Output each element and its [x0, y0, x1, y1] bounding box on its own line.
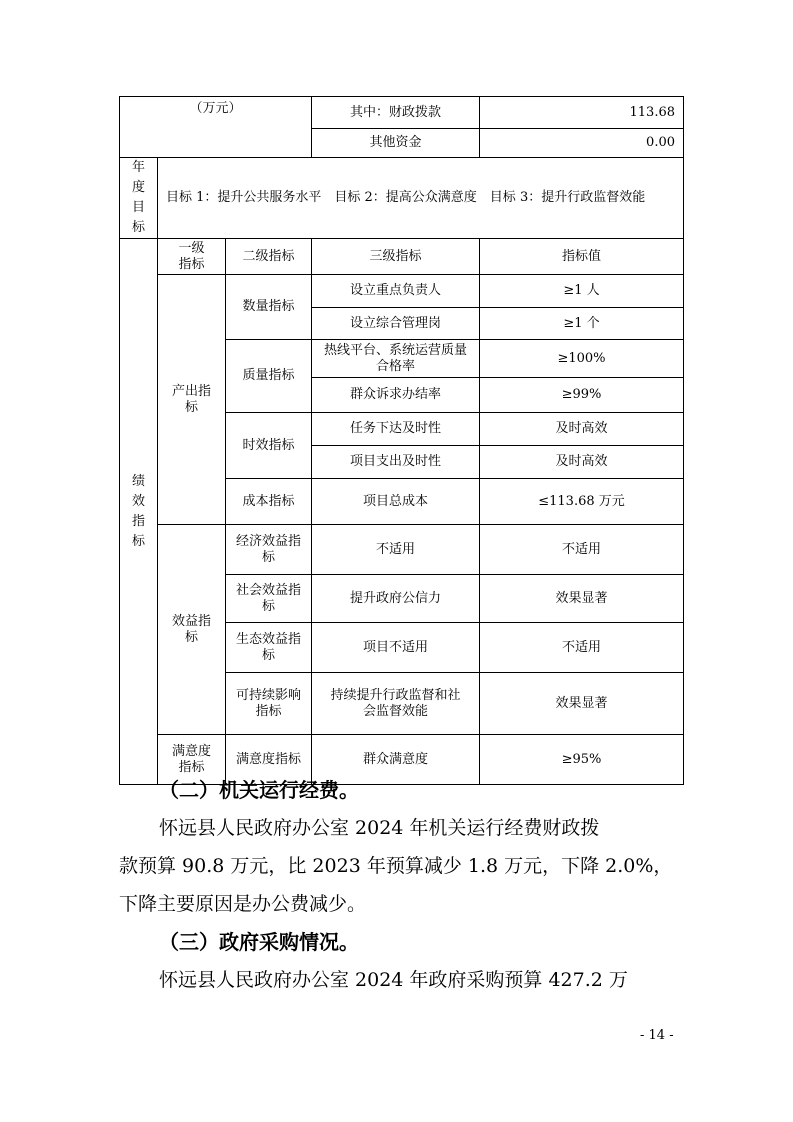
table-cell: 热线平台、系统运营质量 合格率: [312, 340, 480, 378]
budget-unit-label: （万元）: [120, 97, 312, 158]
table-cell: 满意度指标: [226, 735, 312, 785]
table-cell: 项目不适用: [312, 623, 480, 673]
paragraph-line: 怀远县人民政府办公室 2024 年政府采购预算 427.2 万: [159, 969, 628, 991]
paragraph-line: 款预算 90.8 万元，比 2023 年预算减少 1.8 万元，下降 2.0%，: [119, 855, 673, 877]
table-cell: ≥1 个: [480, 308, 684, 340]
quantity-indicator-label: 数量指标: [226, 275, 312, 340]
cost-indicator-label: 成本指标: [226, 479, 312, 525]
performance-indicator-label: 绩 效 指 标: [120, 239, 158, 785]
table-cell: 及时高效: [480, 413, 684, 446]
header-level2: 二级指标: [226, 239, 312, 275]
table-cell: 生态效益指 标: [226, 623, 312, 673]
table-cell: 效果显著: [480, 673, 684, 735]
paragraph-line: 下降主要原因是办公费减少。: [119, 893, 367, 915]
table-cell: ≥99%: [480, 378, 684, 413]
section-heading: （二）机关运行经费。: [159, 778, 359, 802]
table-cell: ≤113.68 万元: [480, 479, 684, 525]
fiscal-funding-value: 113.68: [480, 97, 684, 129]
table-cell: 持续提升行政监督和社 会监督效能: [312, 673, 480, 735]
table-cell: 不适用: [480, 525, 684, 575]
table-cell: 可持续影响 指标: [226, 673, 312, 735]
table-cell: 经济效益指 标: [226, 525, 312, 575]
header-level3: 三级指标: [312, 239, 480, 275]
performance-table: [119, 96, 684, 785]
annual-goal-text: 目标 1：提升公共服务水平 目标 2：提高公众满意度 目标 3：提升行政监督效能: [158, 158, 684, 239]
timeliness-indicator-label: 时效指标: [226, 413, 312, 479]
table-cell: 及时高效: [480, 446, 684, 479]
quality-indicator-label: 质量指标: [226, 340, 312, 413]
other-funds-label: 其他资金: [312, 129, 480, 158]
satisfaction-indicator-label: 满意度 指标: [158, 735, 226, 785]
table-cell: 项目总成本: [312, 479, 480, 525]
output-indicator-label: 产出指 标: [158, 275, 226, 525]
table-cell: 效果显著: [480, 575, 684, 623]
table-cell: 社会效益指 标: [226, 575, 312, 623]
table-cell: ≥95%: [480, 735, 684, 785]
table-cell: 设立综合管理岗: [312, 308, 480, 340]
section-heading: （三）政府采购情况。: [159, 930, 359, 954]
fiscal-funding-label: 其中：财政拨款: [312, 97, 480, 129]
other-funds-value: 0.00: [480, 129, 684, 158]
paragraph-line: 怀远县人民政府办公室 2024 年机关运行经费财政拨: [159, 817, 600, 839]
table-cell: 提升政府公信力: [312, 575, 480, 623]
table-cell: ≥1 人: [480, 275, 684, 308]
table-cell: 不适用: [312, 525, 480, 575]
table-cell: 任务下达及时性: [312, 413, 480, 446]
annual-goal-label: 年 度 目 标: [120, 158, 158, 239]
benefit-indicator-label: 效益指 标: [158, 525, 226, 735]
table-cell: ≥100%: [480, 340, 684, 378]
table-cell: 群众诉求办结率: [312, 378, 480, 413]
header-level1: 一级 指标: [158, 239, 226, 275]
page-number: - 14 -: [640, 1028, 674, 1043]
table-cell: 群众满意度: [312, 735, 480, 785]
table-cell: 不适用: [480, 623, 684, 673]
table-cell: 项目支出及时性: [312, 446, 480, 479]
header-value: 指标值: [480, 239, 684, 275]
table-cell: 设立重点负责人: [312, 275, 480, 308]
